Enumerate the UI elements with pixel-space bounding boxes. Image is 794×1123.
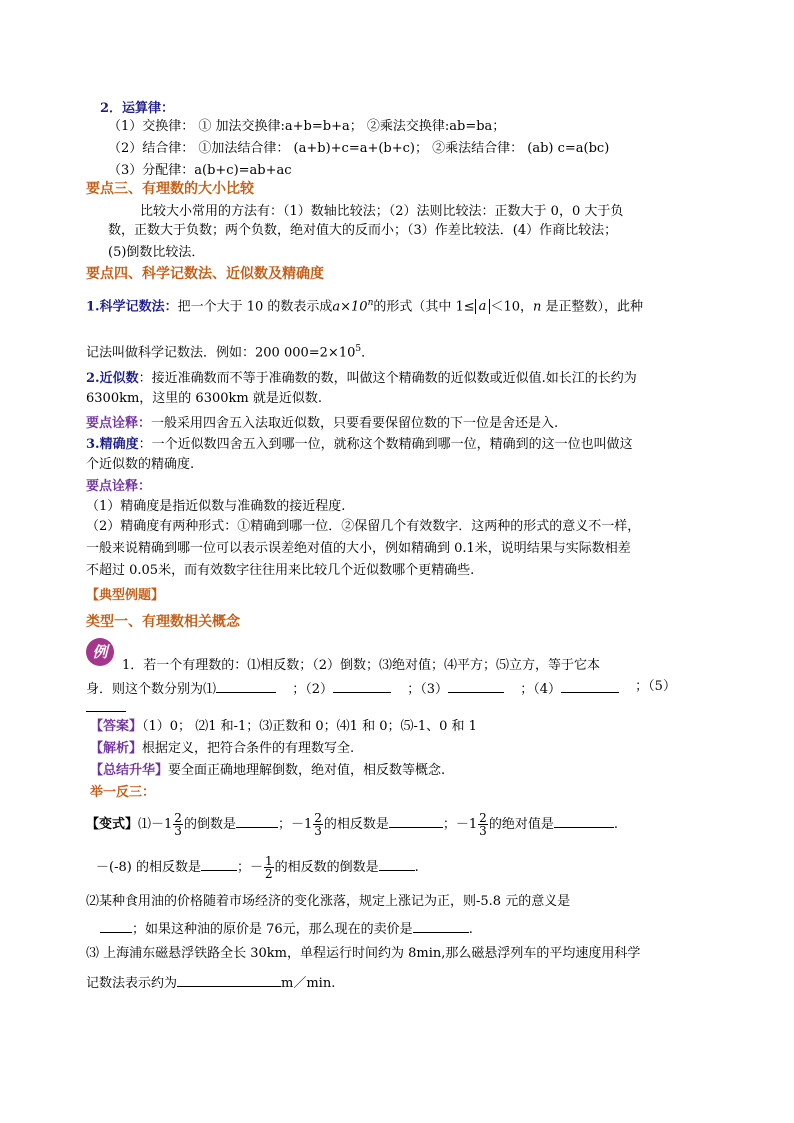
var2-a: －(-8) 的相反数是 — [96, 860, 201, 875]
prec-label: 3.精确度 — [86, 437, 139, 452]
sci-text-c: ＜10， — [490, 299, 533, 315]
prec-line1 — [86, 436, 633, 454]
q2-l2-a: ；如果这种油的原价是 76元，那么现在的卖价是 — [132, 922, 413, 937]
ex1-line2 — [86, 678, 676, 699]
blank-5[interactable] — [86, 697, 126, 712]
sci-exp: n — [367, 298, 374, 308]
point3-line3: (5)倒数比较法． — [108, 245, 205, 260]
q3-line2 — [86, 972, 335, 993]
var2-c: 的相反数的倒数是 — [274, 860, 379, 875]
blank-abs[interactable] — [554, 813, 614, 828]
fraction-1-2: $\frac{1}{2}$ — [264, 854, 273, 881]
analysis-text: 根据定义，把符合条件的有理数写全. — [142, 741, 355, 756]
summary-text: 要全面正确地理解倒数，绝对值，相反数等概念. — [168, 763, 446, 778]
q3-l2-b: m／min. — [281, 976, 336, 991]
var-t4: ；－1 — [442, 817, 478, 832]
blank-1[interactable] — [216, 678, 276, 693]
var-t2: ；－1 — [277, 817, 313, 832]
sci-text-d: 是正整数），此种 — [541, 299, 643, 315]
var2-end: . — [414, 860, 419, 875]
var-t3: 的相反数是 — [323, 817, 389, 832]
var2-b: ；－ — [236, 860, 263, 875]
juyi-title: 举一反三： — [90, 785, 156, 800]
q2-l2-end: . — [468, 922, 473, 937]
prec-line2: 个近似数的精确度. — [86, 457, 195, 472]
note2-label: 要点诠释： — [86, 479, 152, 494]
ex1-line1: 1．若一个有理数的：⑴相反数；（2）倒数；⑶绝对值；⑷平方；⑸立方，等于它本 — [122, 658, 601, 673]
q2-line1: ⑵某种食用油的价格随着市场经济的变化涨落，规定上涨记为正，则-5.8 元的意义是 — [86, 894, 571, 909]
q3-l2-a: 记数法表示约为 — [86, 976, 178, 991]
sci-formula: a×10 — [332, 299, 368, 315]
approx-text: ：接近准确数而不等于准确数的数，叫做这个精确数的近似数或近似值.如长江的长约为 — [138, 371, 637, 386]
ex1-p5: ；（5） — [635, 679, 676, 694]
fraction-2-3: $\frac{2}{3}$ — [314, 811, 322, 838]
sci-text-a: 把一个大于 10 的数表示成 — [177, 299, 333, 315]
summary-label: 【总结升华】 — [90, 763, 169, 778]
var-t5: 的绝对值是 — [488, 817, 554, 832]
variant-label: 【变式】 — [86, 817, 139, 832]
examples-title: 【典型例题】 — [86, 588, 165, 603]
ex1-p4: ；（4） — [520, 682, 561, 697]
note1-label: 要点诠释： — [86, 416, 152, 431]
sci-l2-b: ． — [361, 345, 375, 361]
type1-title: 类型一、有理数相关概念 — [86, 614, 240, 630]
ex1-p2: ；（2） — [292, 682, 333, 697]
summary-line — [90, 762, 445, 780]
ex1-prompt: 身．则这个数分别为⑴ — [86, 682, 217, 697]
blank-opposite[interactable] — [389, 813, 443, 828]
sci-l2-a: 记法叫做科学记数法．例如：200 000=2×10 — [86, 345, 356, 361]
note2-line2: （2）精确度有两种形式：①精确到哪一位．②保留几个有效数字．这两种的形式的意义不一样， — [86, 519, 641, 534]
blank-meaning[interactable] — [100, 918, 132, 933]
fraction-2-3: $\frac{2}{3}$ — [174, 811, 182, 838]
var-p1: ⑴－1 — [138, 817, 173, 832]
variant-line1 — [86, 812, 618, 838]
sci-n: n — [532, 299, 542, 315]
var-t1: 的倒数是 — [183, 817, 236, 832]
answer-label: 【答案】 — [90, 719, 143, 734]
answer-text: （1）0； ⑵1 和-1；⑶正数和 0；⑷1 和 0；⑸-1、0 和 1 — [142, 719, 477, 734]
ex1-p3: ；（3） — [407, 682, 448, 697]
sci-line2 — [86, 340, 374, 362]
approx-line2: 6300km，这里的 6300km 就是近似数. — [86, 391, 322, 406]
point3-title: 要点三、有理数的大小比较 — [86, 181, 254, 197]
variant-line2 — [96, 855, 419, 881]
example-badge: 例 — [86, 638, 114, 666]
law-distributive: （3）分配律：a(b+c)=ab+ac — [108, 163, 292, 178]
q3-line1: ⑶ 上海浦东磁悬浮铁路全长 30km，单程运行时间约为 8min,那么磁悬浮列车的平均速度用科学 — [86, 946, 641, 961]
sci-abs: a — [475, 299, 491, 314]
blank-speed[interactable] — [177, 972, 281, 987]
law-associative: （2）结合律： ①加法结合律： (a+b)+c=a+(b+c)； ②乘法结合律： (ab) c=a(bc) — [108, 141, 610, 156]
blank-reciprocal-half[interactable] — [379, 856, 415, 871]
note2-line1: （1）精确度是指近似数与准确数的接近程度. — [86, 499, 346, 514]
var-end: . — [613, 817, 618, 832]
blank-3[interactable] — [448, 678, 504, 693]
fraction-2-3: $\frac{2}{3}$ — [479, 811, 487, 838]
blank-2[interactable] — [333, 678, 391, 693]
note2-line4: 不超过 0.05米，而有效数字往往用来比较几个近似数哪个更精确些. — [86, 563, 475, 578]
blank-opposite-8[interactable] — [201, 856, 237, 871]
answer-line — [90, 718, 477, 736]
approx-label: 2.近似数 — [86, 371, 139, 386]
point3-line1: 比较大小常用的方法有：（1）数轴比较法；（2）法则比较法：正数大于 0，0 大于负 — [140, 204, 624, 219]
sci-line1 — [86, 294, 643, 316]
blank-4[interactable] — [561, 678, 619, 693]
prec-text: ：一个近似数四舍五入到哪一位，就称这个数精确到哪一位，精确到的这一位也叫做这 — [138, 437, 633, 452]
analysis-label: 【解析】 — [90, 741, 143, 756]
ex1-line3 — [86, 697, 126, 718]
sci-text-b: 的形式（其中 1≤ — [373, 299, 475, 315]
point3-line2: 数，正数大于负数；两个负数，绝对值大的反而小；（3）作差比较法．(4）作商比较法； — [108, 223, 618, 238]
approx-line1 — [86, 370, 637, 388]
point4-title: 要点四、科学记数法、近似数及精确度 — [86, 266, 324, 282]
law-commutative: （1）交换律： ① 加法交换律:a+b=b+a； ②乘法交换律:ab=ba； — [108, 119, 506, 134]
note2-line3: 一般来说精确到哪一位可以表示误差绝对值的大小，例如精确到 0.1米，说明结果与实际数相差 — [86, 541, 631, 556]
analysis-line — [90, 740, 354, 758]
q2-line2 — [100, 918, 473, 939]
law-title: 2．运算律： — [100, 101, 175, 116]
note1-line — [86, 415, 558, 433]
sci-l2-exp: 5 — [355, 344, 362, 354]
blank-price[interactable] — [413, 918, 469, 933]
blank-reciprocal[interactable] — [236, 813, 278, 828]
sci-label: 1.科学记数法： — [86, 299, 178, 315]
note1-text: 一般采用四舍五入法取近似数，只要看要保留位数的下一位是舍还是入. — [151, 416, 559, 431]
